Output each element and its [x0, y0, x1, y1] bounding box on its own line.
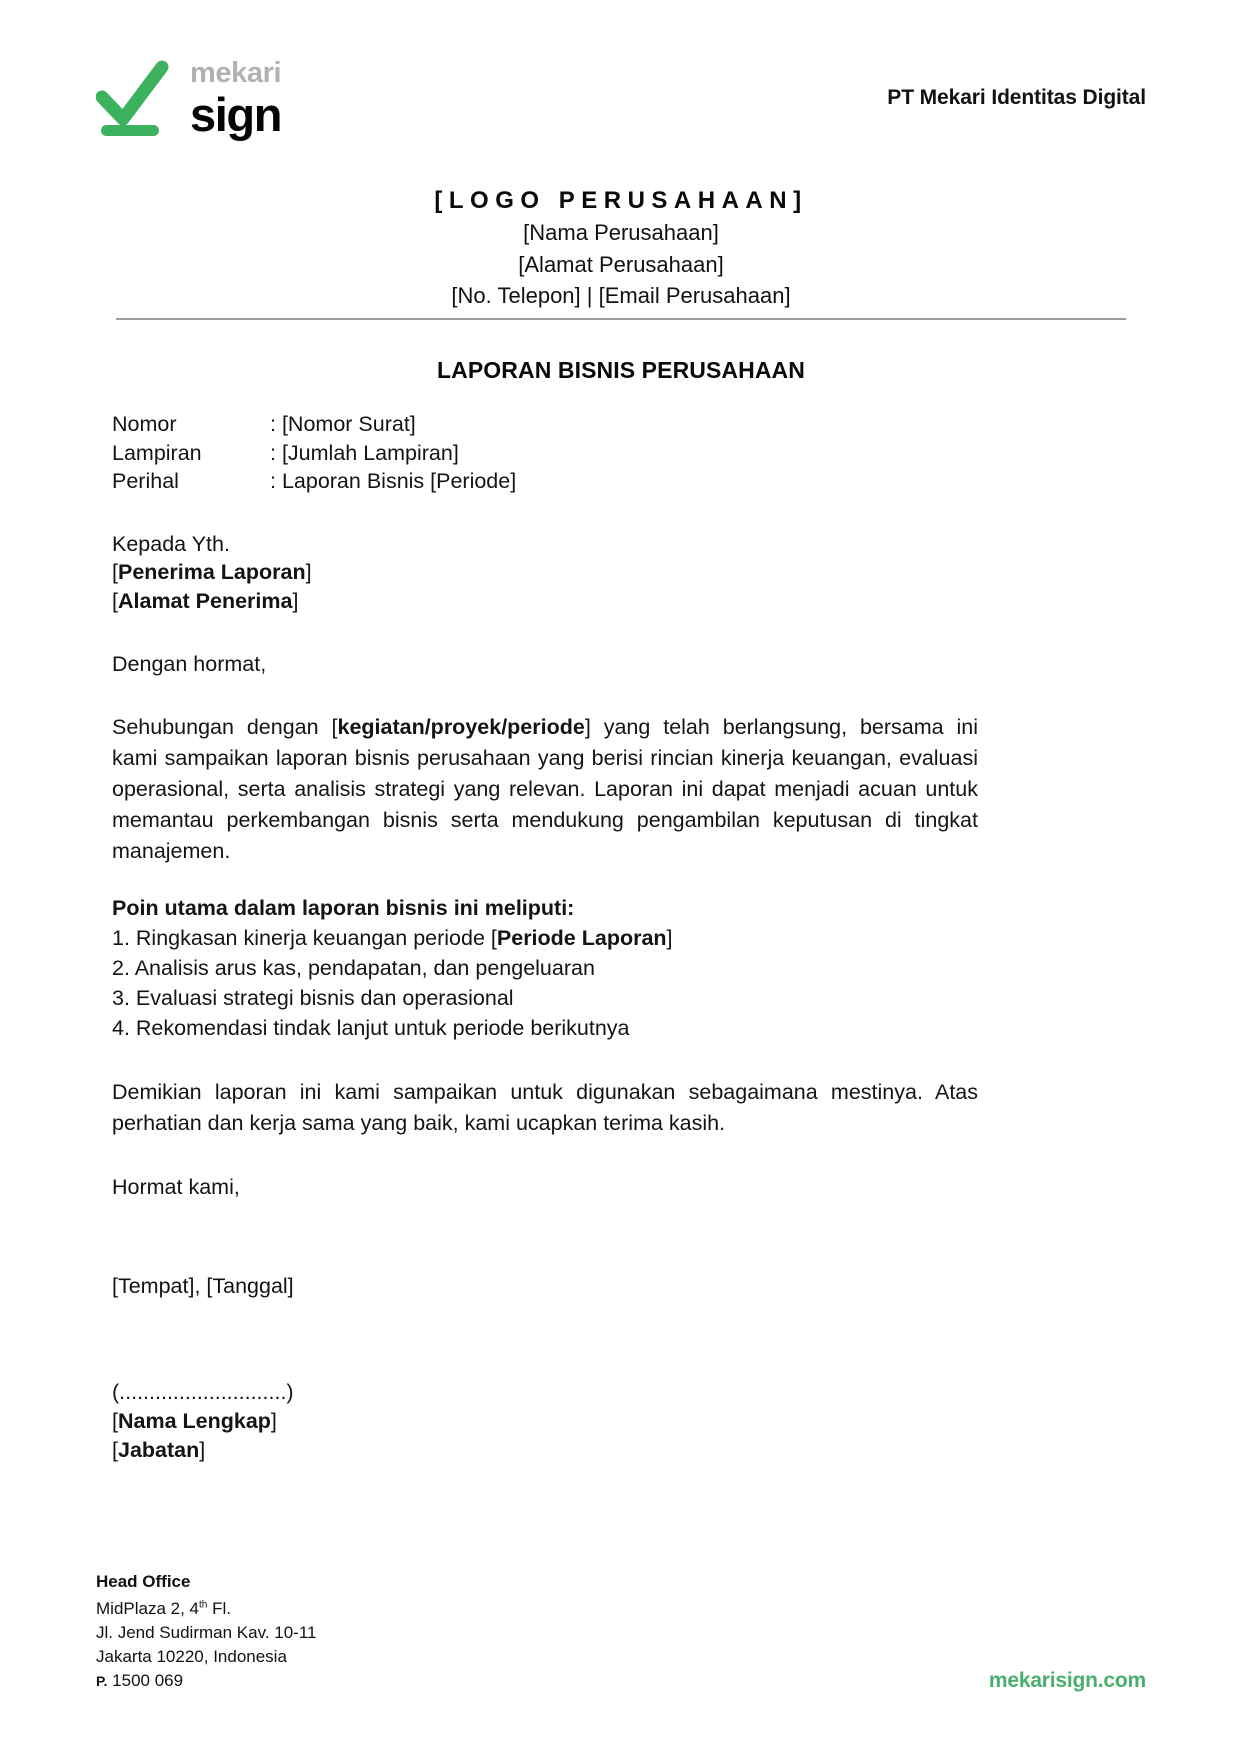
regards-line: Hormat kami, [112, 1175, 240, 1200]
meta-value-nomor: : [Nomor Surat] [270, 412, 416, 436]
logo-word-sign: sign [190, 87, 282, 141]
bracket-open: [ [112, 560, 118, 585]
spacer [112, 496, 978, 530]
signer-name [112, 1407, 978, 1436]
recipient-placeholder: Penerima Laporan [117, 560, 306, 585]
spacer [112, 616, 978, 650]
signer-title [112, 1436, 978, 1465]
list-item: 2. Analisis arus kas, pendapatan, dan pengeluaran [112, 956, 595, 981]
bracket-open: [ [112, 588, 118, 613]
addressee-address [112, 587, 978, 616]
footer-address-line-3: Jakarta 10220, Indonesia [96, 1646, 287, 1666]
place-date-line: [Tempat], [Tanggal] [112, 1273, 294, 1298]
bracket-close: ] [305, 560, 312, 585]
legal-entity-name: PT Mekari Identitas Digital [887, 86, 1146, 109]
page-title: LAPORAN BISNIS PERUSAHAAN [437, 357, 805, 383]
company-name: [Nama Perusahaan] [523, 220, 719, 246]
bracket-close: ] [199, 1437, 206, 1462]
footer-address-line-1 [96, 1597, 317, 1621]
points-heading: Poin utama dalam laporan bisnis ini meliputi: [112, 895, 575, 920]
spacer [112, 1139, 978, 1173]
brand-header [96, 48, 1146, 148]
footer-website-link[interactable]: mekarisign.com [988, 1669, 1146, 1692]
mekari-sign-logo [96, 57, 281, 139]
logo-wordmark [190, 56, 282, 141]
bracket-open: [ [112, 1437, 118, 1462]
list-item: 3. Evaluasi strategi bisnis dan operasional [112, 986, 514, 1011]
logo-word-mekari: mekari [190, 56, 282, 89]
company-address: [Alamat Perusahaan] [518, 251, 724, 277]
spacer [112, 1344, 978, 1378]
company-logo-placeholder: [LOGO PERUSAHAAN] [434, 187, 808, 214]
footer-address-line-2: Jl. Jend Sudirman Kav. 10-11 [96, 1622, 317, 1642]
list-item: 4. Rekomendasi tindak lanjut untuk periode berikutnya [112, 1016, 630, 1041]
bracket-close: ] [666, 926, 673, 951]
signer-title-placeholder: Jabatan [117, 1437, 200, 1462]
footer-address-block [96, 1570, 317, 1693]
spacer [112, 867, 978, 893]
ordinal-suffix: th [199, 1598, 208, 1610]
bracket-close: ] [270, 1409, 277, 1434]
footer-address-text-2: Fl. [207, 1598, 231, 1618]
phone-label: P. [96, 1672, 108, 1689]
para-text-before: Sehubungan dengan [112, 715, 332, 740]
meta-row [112, 467, 978, 496]
spacer [112, 1043, 978, 1077]
list-item [112, 923, 978, 953]
signature-line: (............................) [112, 1380, 294, 1405]
footer-head-office-label: Head Office [96, 1572, 191, 1592]
footer-address-text: MidPlaza 2, 4 [96, 1598, 199, 1618]
bracket-open: [ [112, 1409, 118, 1434]
meta-row [112, 439, 978, 468]
meta-value-perihal: : Laporan Bisnis [Periode] [270, 469, 517, 494]
opening-paragraph [112, 712, 978, 867]
meta-row [112, 410, 978, 439]
letter-meta-table [112, 410, 978, 496]
recipient-address-placeholder: Alamat Penerima [117, 588, 293, 613]
para-text-after: yang telah berlangsung, bersama ini kami sampaikan laporan bisnis perusahaan yang berisi rincian kinerja keuangan, evaluasi operasional, serta analisis strategi yang relevan. Laporan ini dapat menjadi acuan untuk memantau perkembangan bisnis serta mendukung pengambilan keputusan di tingkat manajemen. [112, 715, 978, 863]
spacer [112, 678, 978, 712]
signer-name-placeholder: Nama Lengkap [117, 1409, 271, 1434]
addressee-block [112, 530, 978, 616]
point-text: 1. Ringkasan kinerja keuangan periode [112, 926, 491, 951]
spacer [112, 1202, 978, 1246]
meta-label-lampiran: Lampiran [112, 440, 202, 465]
spacer [112, 1300, 978, 1344]
addressee-salutation: Kepada Yth. [112, 531, 230, 556]
letter-body [112, 410, 978, 1464]
header-divider [116, 318, 1126, 320]
bracket-open: [ [490, 926, 497, 951]
bracket-close: ] [292, 588, 299, 613]
phone-number: 1500 069 [112, 1670, 184, 1690]
meta-label-perihal: Perihal [112, 469, 179, 494]
greeting-line: Dengan hormat, [112, 651, 267, 676]
addressee-recipient [112, 558, 978, 587]
closing-paragraph: Demikian laporan ini kami sampaikan untuk digunakan sebagaimana mestinya. Atas perhatian dan kerja sama yang baik, kami ucapkan terima kasih. [112, 1080, 978, 1136]
scope-placeholder: kegiatan/proyek/periode [337, 715, 585, 740]
meta-value-lampiran: : [Jumlah Lampiran] [270, 440, 459, 465]
letterhead-block [128, 185, 1114, 311]
bracket-open: [ [331, 715, 338, 740]
bracket-close: ] [584, 715, 591, 740]
spacer [112, 1246, 978, 1272]
meta-label-nomor: Nomor [112, 412, 177, 436]
green-checkmark-icon [96, 57, 174, 139]
footer-phone [96, 1669, 317, 1693]
company-contact: [No. Telepon] | [Email Perusahaan] [451, 282, 791, 308]
period-placeholder: Periode Laporan [496, 926, 667, 951]
